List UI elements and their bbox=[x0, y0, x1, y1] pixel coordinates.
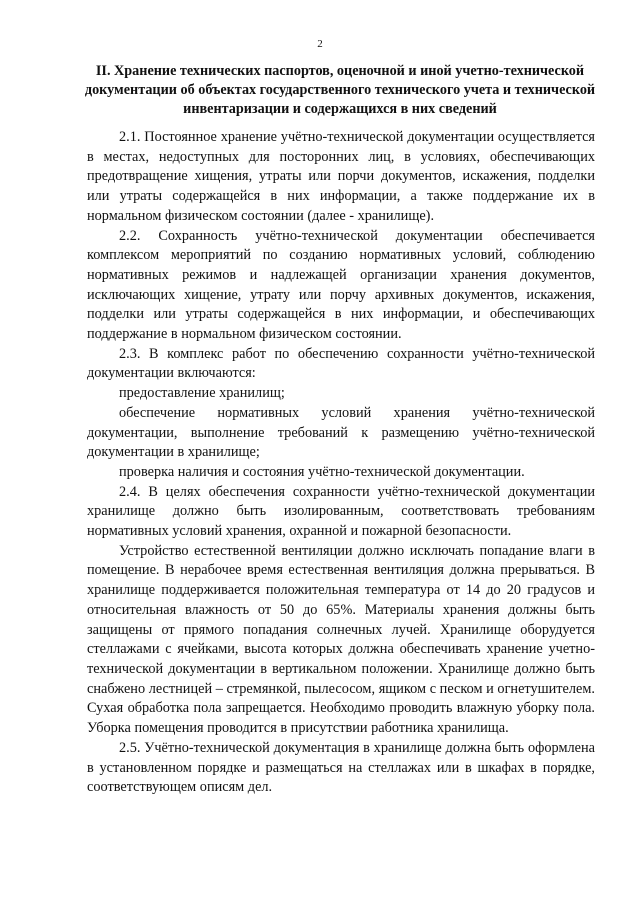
paragraph-2-1: 2.1. Постоянное хранение учётно-технической документации осуществляется в местах, недоступных для посторонних лиц, в условиях, обеспечивающих предотвращение хищения, утраты или порчи документов, искажения, подделки или утраты содержащейся в них информации, а также поддержание их в нормальном физическом состоянии (далее - хранилище). bbox=[87, 129, 595, 224]
section-heading: II. Хранение технических паспортов, оценочной и иной учетно-технической документации об объектах государственного технического учета и технической инвентаризации и содержащихся в них сведений bbox=[84, 63, 596, 117]
list-item-inspection: проверка наличия и состояния учётно-технической документации. bbox=[119, 463, 525, 480]
list-item-conditions: обеспечение нормативных условий хранения учётно-технической документации, выполнение требований к размещению учётно-технической документации в хранилище; bbox=[87, 404, 595, 461]
document-body bbox=[87, 128, 595, 798]
paragraph-2-3: 2.3. В комплекс работ по обеспечению сохранности учётно-технической документации включаются: bbox=[87, 345, 595, 382]
paragraph-2-5: 2.5. Учётно-технической документация в хранилище должна быть оформлена в установленном порядке и размещаться на стеллажах или в шкафах в порядке, соответствующем описям дел. bbox=[87, 739, 595, 796]
paragraph-ventilation: Устройство естественной вентиляции должно исключать попадание влаги в помещение. В нерабочее время естественная вентиляция должна прерываться. В хранилище поддерживается положительная температура от 14 до 20 градусов и относительная влажность от 50 до 65%. Материалы хранения должны быть защищены от прямого попадания солнечных лучей. Хранилище оборудуется стеллажами с ячейками, высота которых должна обеспечивать хранение учетно-технической документации в вертикальном положении. Хранилище должно быть снабжено лестницей – стремянкой, пылесосом, ящиком с песком и огнетушителем. Сухая обработка пола запрещается. Необходимо проводить влажную уборку пола. Уборка помещения проводится в присутствии работника хранилища. bbox=[87, 542, 595, 737]
paragraph-2-2: 2.2. Сохранность учётно-технической документации обеспечивается комплексом мероприятий по созданию нормативных условий, соблюдению нормативных режимов и надлежащей организации хранения документов, исключающих хищение, утрату или порчу архивных документов, искажения, подделки или утраты содержащейся в них информации, и обеспечивающих поддержание в нормальном физическом состоянии. bbox=[87, 227, 595, 343]
paragraph-2-4: 2.4. В целях обеспечения сохранности учётно-технической документации хранилище должно быть изолированным, соответствовать требованиям нормативных условий хранения, охранной и пожарной безопасности. bbox=[87, 483, 595, 540]
page-number: 2 bbox=[317, 38, 323, 50]
list-item-storage: предоставление хранилищ; bbox=[119, 385, 285, 402]
